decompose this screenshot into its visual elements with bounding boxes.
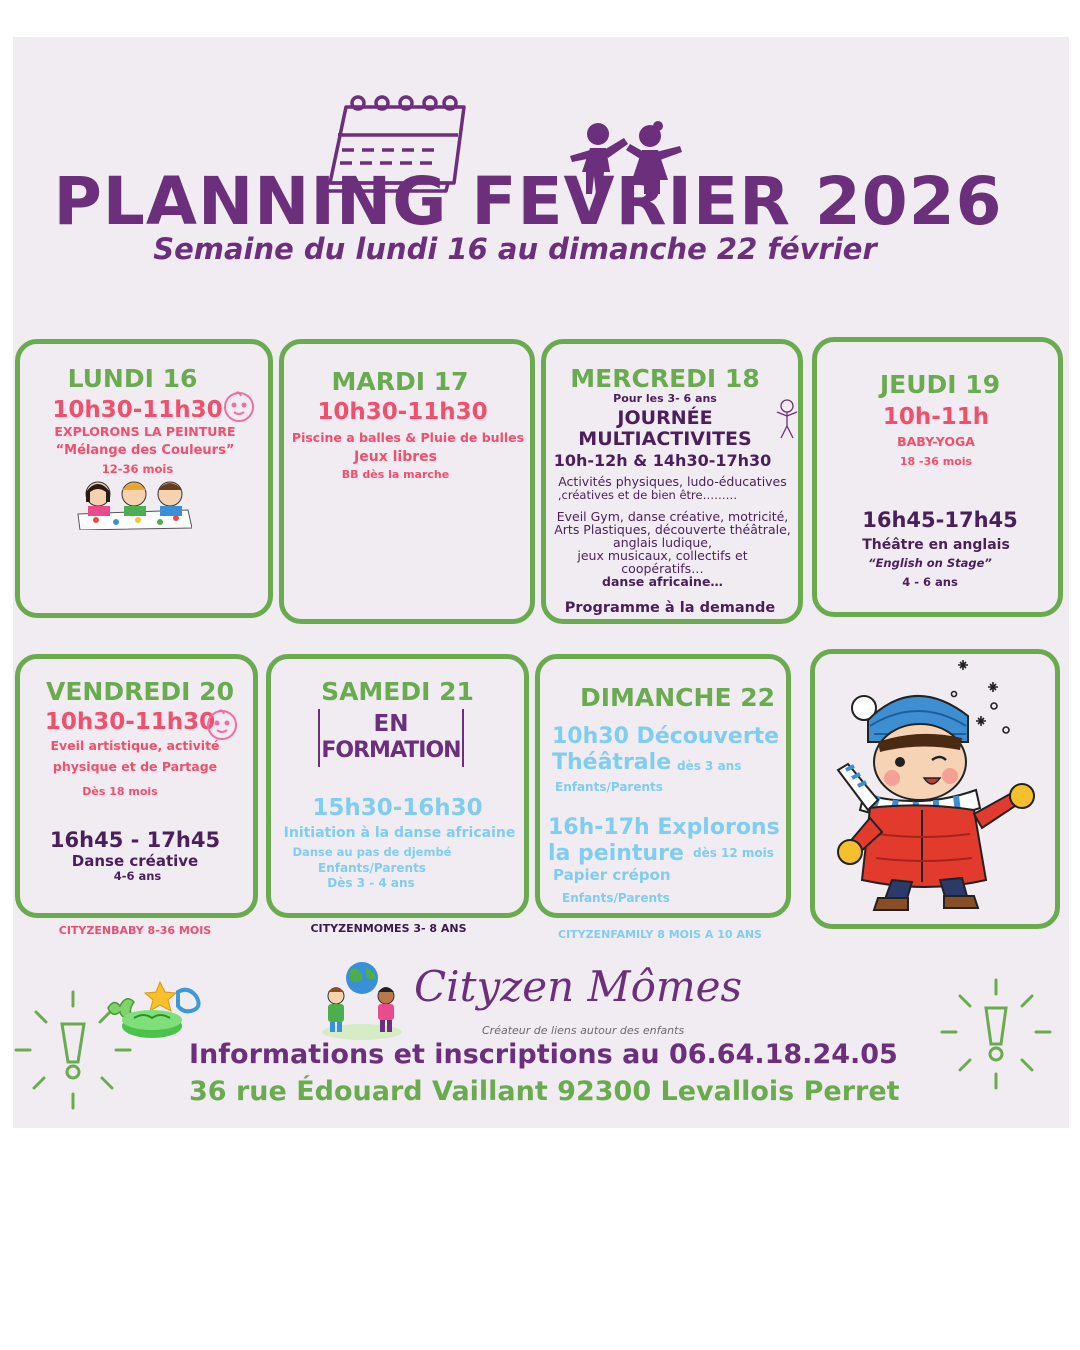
mercredi-time: 10h-12h & 14h30-17h30 <box>553 451 772 470</box>
jeudi-age: 18 -36 mois <box>899 455 973 468</box>
samedi-line2: Enfants/Parents <box>318 861 426 875</box>
samedi-line3: Dès 3 - 4 ans <box>327 876 415 890</box>
vendredi-activity2: physique et de Partage <box>52 759 218 774</box>
dimanche-who1: Enfants/Parents <box>555 780 663 794</box>
dimanche-time2a: 16h-17h Explorons <box>548 815 780 840</box>
mercredi-day: MERCREDI 18 <box>570 364 760 393</box>
dimanche-time1a: 10h30 Découverte <box>552 724 780 749</box>
jeudi-activity: BABY-YOGA <box>897 434 975 449</box>
vendredi-age2: 4-6 ans <box>113 869 162 883</box>
vendredi-activity1: Eveil artistique, activité <box>50 738 220 753</box>
jeudi-quote: “English on Stage” <box>868 556 992 570</box>
stick-child-icon <box>774 398 800 440</box>
mercredi-program: Programme à la demande <box>564 600 776 616</box>
samedi-day: SAMEDI 21 <box>321 677 474 706</box>
jeudi-age2: 4 - 6 ans <box>902 575 958 589</box>
dimanche-time2b: la peinture <box>548 841 684 866</box>
lundi-time: 10h30-11h30 <box>52 397 223 423</box>
brand-tagline: Créateur de liens autour des enfants <box>482 1024 685 1037</box>
dimanche-who2: Enfants/Parents <box>562 891 670 905</box>
mercredi-list5: coopératifs… <box>621 561 704 576</box>
lundi-quote: “Mélange des Couleurs” <box>55 443 235 458</box>
vendredi-time2: 16h45 - 17h45 <box>49 828 221 852</box>
lundi-age: 12-36 mois <box>101 462 174 476</box>
mercredi-list3: anglais ludique, <box>613 535 712 550</box>
samedi-badge-line1: EN <box>373 711 409 737</box>
label-cityzenmomes: CITYZENMOMES 3- 8 ANS <box>310 922 467 935</box>
mardi-activity2: Jeux libres <box>354 449 437 465</box>
vendredi-age: Dès 18 mois <box>82 785 158 798</box>
mardi-age: BB dès la marche <box>341 468 450 481</box>
lundi-activity: EXPLORONS LA PEINTURE <box>54 424 236 439</box>
mercredi-title1: JOURNÉE <box>617 407 713 429</box>
mercredi-list2: Arts Plastiques, découverte théâtrale, <box>554 522 791 537</box>
mercredi-list4: jeux musicaux, collectifs et <box>577 548 748 563</box>
jeudi-time: 10h-11h <box>882 404 990 430</box>
mercredi-desc2: ,créatives et de bien être……… <box>557 488 738 502</box>
baby-face-icon <box>204 707 240 741</box>
label-cityzenfamily: CITYZENFAMILY 8 MOIS A 10 ANS <box>558 928 762 941</box>
mercredi-list1: Eveil Gym, danse créative, motricité, <box>556 509 789 524</box>
mercredi-list6: danse africaine… <box>602 574 723 589</box>
winter-child-illustration <box>834 658 1054 914</box>
dimanche-day: DIMANCHE 22 <box>579 683 776 712</box>
mercredi-title2: MULTIACTIVITES <box>578 428 752 450</box>
samedi-line1: Danse au pas de djembé <box>292 845 452 859</box>
dimanche-time1b: Théâtrale <box>552 750 672 775</box>
lundi-day: LUNDI 16 <box>67 364 198 393</box>
mardi-time: 10h30-11h30 <box>317 399 488 425</box>
toys-icon <box>104 978 208 1044</box>
baby-face-icon <box>221 389 257 423</box>
vendredi-time: 10h30-11h30 <box>44 709 216 735</box>
mercredi-age: Pour les 3- 6 ans <box>613 392 717 405</box>
children-painting-illustration <box>76 478 192 530</box>
samedi-activity: Initiation à la danse africaine <box>283 825 516 841</box>
page-title: PLANNING FEVRIER 2026 <box>53 163 1003 240</box>
mardi-activity: Piscine a balles & Pluie de bulles <box>291 430 525 445</box>
jeudi-activity2: Théâtre en anglais <box>862 537 1010 553</box>
dimanche-age1: dès 3 ans <box>677 759 742 773</box>
exclamation-icon <box>940 978 1052 1090</box>
samedi-time: 15h30-16h30 <box>312 795 483 821</box>
samedi-badge-line2: FORMATION <box>321 738 461 763</box>
contact-address: 36 rue Édouard Vaillant 92300 Levallois Perret <box>189 1076 900 1107</box>
globe-kids-logo <box>318 960 408 1040</box>
contact-phone: Informations et inscriptions au 06.64.18.24.05 <box>189 1039 898 1070</box>
jeudi-day: JEUDI 19 <box>879 370 1001 399</box>
dimanche-age2: dès 12 mois <box>693 846 774 860</box>
jeudi-time2: 16h45-17h45 <box>862 508 1018 532</box>
mercredi-desc1: Activités physiques, ludo-éducatives <box>558 474 787 489</box>
vendredi-activity3: Danse créative <box>71 852 199 870</box>
mardi-day: MARDI 17 <box>331 367 469 396</box>
label-cityzenbaby: CITYZENBABY 8-36 MOIS <box>58 924 212 937</box>
brand-name: Cityzen Mômes <box>414 962 743 1011</box>
page-subtitle: Semaine du lundi 16 au dimanche 22 février <box>153 232 877 266</box>
dimanche-activity2: Papier crépon <box>553 866 671 884</box>
vendredi-day: VENDREDI 20 <box>46 677 234 706</box>
